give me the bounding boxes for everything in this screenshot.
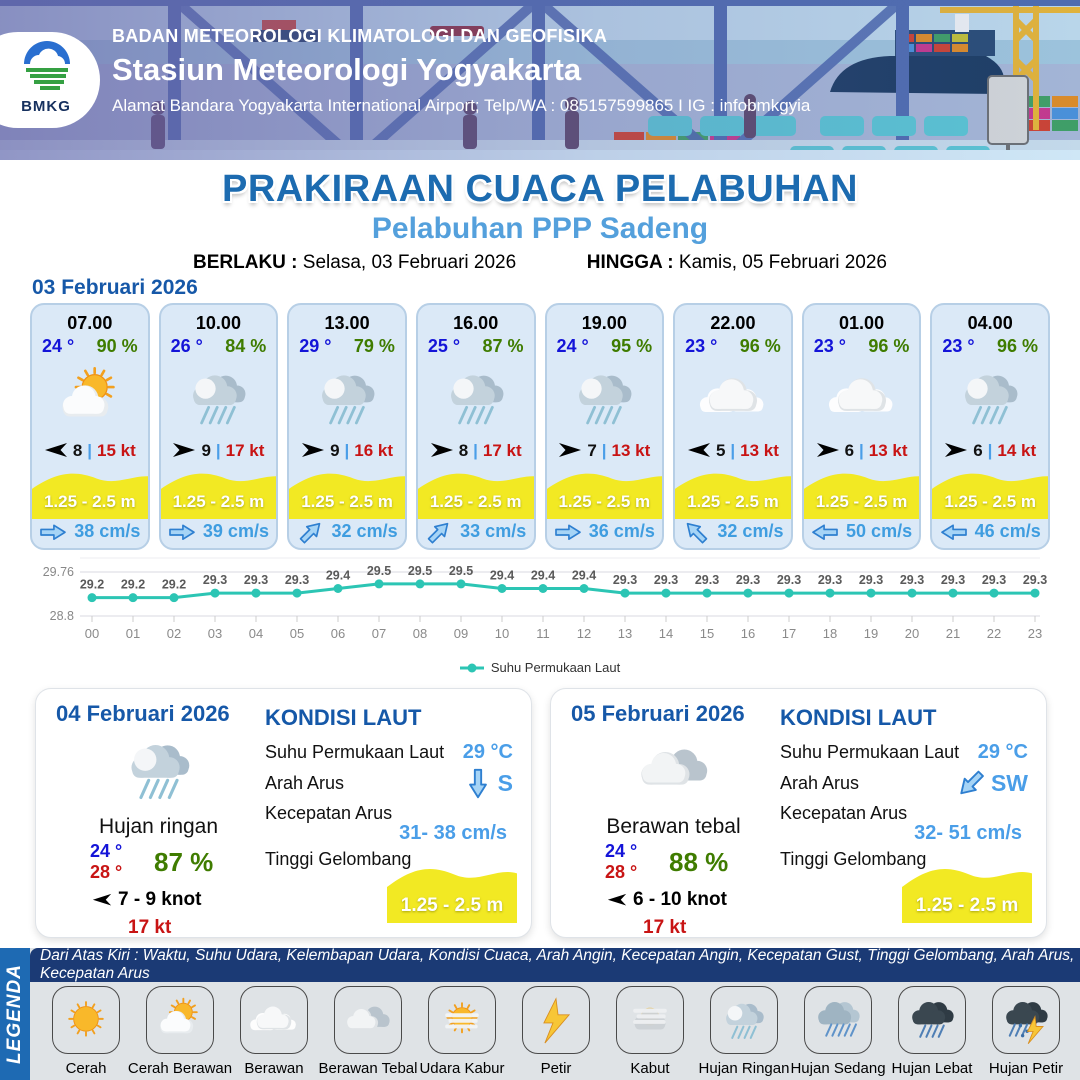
legend-item-hujan-lebat (886, 986, 978, 1077)
wave-label: Tinggi Gelombang (265, 849, 412, 869)
humidity: 96 % (868, 336, 910, 356)
wave-height: 1.25 - 2.5 m (301, 491, 393, 511)
legend-title: LEGENDA (4, 964, 25, 1064)
svg-text:29.2: 29.2 (79, 577, 105, 592)
current-direction-arrow-right (168, 523, 196, 541)
bmkg-emblem-icon (18, 38, 76, 100)
legend-item-label: Hujan Ringan (698, 1060, 790, 1077)
day-wind-gust: 17 kt (128, 917, 172, 938)
current-speed-label: Kecepatan Arus (265, 803, 393, 823)
weather-icon-udara-kabur (434, 992, 490, 1048)
wave-height: 1.25 - 2.5 m (558, 491, 651, 511)
legend-item-label: Berawan (244, 1060, 304, 1077)
wind-speed: 5 (715, 440, 726, 460)
hourly-forecast-row (30, 303, 1050, 550)
legend-item-hujan-sedang (792, 986, 884, 1077)
legend-icon-box (616, 986, 684, 1054)
wave-height: 1.25 - 2.5 m (429, 491, 522, 511)
svg-text:29.3: 29.3 (284, 573, 310, 588)
current-dir-label: Arah Arus (780, 773, 860, 793)
day-card-0 (35, 688, 532, 938)
wind-gust: 14 kt (997, 440, 1037, 460)
legend-item-label: Cerah Berawan (127, 1060, 233, 1077)
humidity: 84 % (225, 336, 267, 356)
weather-icon-berawan-tebal (631, 727, 717, 813)
temp-max: 28 ° (90, 862, 123, 882)
legend-item-petir (510, 986, 602, 1077)
svg-text:29.2: 29.2 (120, 577, 146, 592)
forecast-card-19.00: 19.00 24 ° 95 % 7 | 13 kt 1.25 - 2.5 m 36 cm/s (545, 303, 665, 550)
wave-height: 1.25 - 2.5 m (815, 491, 908, 511)
air-temperature: 23 ° (685, 336, 718, 356)
wave-height-band (289, 467, 405, 516)
legend-item-label: Berawan Tebal (318, 1060, 418, 1077)
svg-text:29.4: 29.4 (325, 568, 351, 583)
svg-text:29.3: 29.3 (899, 573, 925, 588)
air-temperature: 25 ° (427, 336, 461, 356)
current-direction-arrow-left (940, 523, 968, 541)
legend-item-hujan-ringan (698, 986, 790, 1077)
air-temperature: 24 ° (42, 336, 75, 356)
wind-speed: 6 (844, 440, 855, 460)
wind-direction-dart-left (44, 442, 68, 458)
svg-text:29.3: 29.3 (694, 573, 720, 588)
air-temperature: 24 ° (556, 336, 589, 356)
forecast-time: 10.00 (195, 313, 241, 333)
wind-speed: 9 (201, 440, 211, 460)
current-dir-label: Arah Arus (265, 773, 345, 793)
day-wave-band (902, 861, 1032, 923)
wind-speed: 6 (973, 440, 983, 460)
weather-icon-berawan (823, 359, 901, 437)
weather-icon-hujan-ringan (308, 359, 386, 437)
weather-icon-hujan-ringan (565, 359, 643, 437)
day-wave-band (387, 861, 517, 923)
day-wind-range: 7 - 9 knot (118, 889, 202, 910)
legend-section (0, 948, 1080, 1080)
day-date: 05 Februari 2026 (571, 701, 745, 726)
forecast-time: 04.00 (967, 313, 1013, 333)
wave-height-band (932, 467, 1048, 516)
current-direction-arrow-up-right (294, 516, 327, 549)
weather-icon-berawan (246, 992, 302, 1048)
chart-legend (0, 660, 1080, 675)
svg-text:29.3: 29.3 (202, 573, 228, 588)
wind-direction-dart-left (92, 893, 112, 906)
svg-text:29.3: 29.3 (1022, 573, 1048, 588)
current-speed: 39 cm/s (202, 521, 269, 542)
chart-series-name: Suhu Permukaan Laut (490, 660, 621, 675)
sst-chart (30, 556, 1050, 657)
legend-item-kabut (604, 986, 696, 1077)
svg-text:16: 16 (740, 626, 756, 641)
legend-icon-box (240, 986, 308, 1054)
svg-text:23: 23 (1027, 626, 1043, 641)
sst-label: Suhu Permukaan Laut (780, 742, 960, 762)
weather-icon-berawan-tebal (340, 992, 396, 1048)
page-subtitle: Pelabuhan PPP Sadeng (371, 212, 709, 245)
svg-text:29.5: 29.5 (366, 563, 392, 578)
wind-direction-dart-right (816, 442, 840, 458)
weather-icon-hujan-ringan (116, 727, 202, 813)
svg-text:29.3: 29.3 (817, 573, 843, 588)
wave-height: 1.25 - 2.5 m (172, 491, 265, 511)
current-speed-label: Kecepatan Arus (780, 803, 908, 823)
weather-icon-petir (528, 992, 584, 1048)
forecast-time: 19.00 (581, 313, 627, 333)
svg-text:10: 10 (494, 626, 510, 641)
day-wave-value: 1.25 - 2.5 m (915, 895, 1019, 916)
day-humidity: 87 % (154, 846, 214, 877)
header-banner (0, 0, 1080, 160)
legend-item-label: Cerah (65, 1060, 107, 1077)
current-dir-value: SW (990, 770, 1028, 796)
berlaku-value: Selasa, 03 Februari 2026 (302, 252, 517, 273)
legend-icon-box (898, 986, 966, 1054)
wind-gust: 15 kt (97, 440, 136, 460)
hingga-value: Kamis, 05 Februari 2026 (678, 252, 887, 273)
sea-condition-title: KONDISI LAUT (265, 705, 422, 730)
svg-text:28.8: 28.8 (49, 609, 74, 623)
wave-height: 1.25 - 2.5 m (944, 491, 1037, 511)
svg-text:18: 18 (822, 626, 838, 641)
weather-icon-cerah-berawan (152, 992, 208, 1048)
weather-icon-hujan-ringan (951, 359, 1029, 437)
weather-icon-kabut (622, 992, 678, 1048)
svg-text:09: 09 (453, 626, 469, 641)
forecast-card-16.00: 16.00 25 ° 87 % 8 | 17 kt 1.25 - 2.5 m 33 cm/s (416, 303, 536, 550)
day-date: 04 Februari 2026 (56, 701, 230, 726)
wave-height-band (32, 467, 148, 516)
weather-icon-hujan-ringan (716, 992, 772, 1048)
current-speed-value: 31- 38 cm/s (399, 822, 507, 844)
svg-text:21: 21 (945, 626, 961, 641)
svg-text:22: 22 (986, 626, 1002, 641)
svg-text:08: 08 (412, 626, 428, 641)
current-speed: 32 cm/s (717, 521, 784, 542)
humidity: 96 % (996, 336, 1038, 356)
wind-gust: 17 kt (225, 440, 265, 460)
svg-text:29.3: 29.3 (858, 573, 884, 588)
current-direction-arrow-down (467, 767, 488, 799)
validity-period (0, 252, 1080, 274)
legend-icon-box (992, 986, 1060, 1054)
legend-item-udara-kabur (416, 986, 508, 1077)
sst-value: 29 °C (977, 741, 1028, 763)
svg-text:29.3: 29.3 (243, 573, 269, 588)
station-name: Stasiun Meteorologi Yogyakarta (112, 52, 582, 87)
day-humidity: 88 % (669, 846, 729, 877)
weather-icon-cerah (58, 992, 114, 1048)
current-speed: 36 cm/s (588, 521, 655, 542)
bmkg-logo (0, 32, 100, 128)
legend-icon-box (804, 986, 872, 1054)
legend-item-label: Hujan Lebat (891, 1060, 973, 1077)
svg-text:05: 05 (289, 626, 305, 641)
wind-gust: 13 kt (740, 440, 779, 460)
wave-height-band (161, 467, 277, 516)
forecast-card-04.00: 04.00 23 ° 96 % 6 | 14 kt 1.25 - 2.5 m 46 cm/s (930, 303, 1050, 550)
current-direction-arrow-down-left (952, 765, 990, 803)
wave-height-band (675, 467, 791, 516)
current-speed: 32 cm/s (331, 521, 398, 542)
svg-text:03: 03 (207, 626, 223, 641)
humidity: 95 % (611, 336, 653, 356)
forecast-time: 22.00 (710, 313, 756, 333)
wind-direction-dart-left (607, 893, 627, 906)
forecast-time: 16.00 (453, 313, 499, 333)
legend-description-bar (30, 948, 1080, 982)
forecast-card-13.00: 13.00 29 ° 79 % 9 | 16 kt 1.25 - 2.5 m 32 cm/s (287, 303, 407, 550)
sst-label: Suhu Permukaan Laut (265, 742, 445, 762)
legend-icon-box (52, 986, 120, 1054)
wind-speed: 7 (587, 440, 597, 460)
humidity: 87 % (482, 336, 524, 356)
wave-height: 1.25 - 2.5 m (43, 491, 136, 511)
forecast-card-10.00: 10.00 26 ° 84 % 9 | 17 kt 1.25 - 2.5 m 39 cm/s (159, 303, 279, 550)
svg-text:15: 15 (699, 626, 715, 641)
legend-item-label: Petir (540, 1060, 572, 1077)
svg-text:29.3: 29.3 (981, 573, 1007, 588)
svg-text:29.5: 29.5 (448, 563, 474, 578)
svg-text:02: 02 (166, 626, 182, 641)
svg-text:07: 07 (371, 626, 387, 641)
legend-item-label: Hujan Sedang (790, 1060, 886, 1077)
weather-icon-hujan-ringan (437, 359, 515, 437)
org-name: BADAN METEOROLOGI KLIMATOLOGI DAN GEOFISIKA (112, 26, 608, 46)
forecast-date: 03 Februari 2026 (32, 276, 198, 299)
legend-icon-box (334, 986, 402, 1054)
wind-direction-dart-right (301, 442, 325, 458)
forecast-time: 13.00 (324, 313, 370, 333)
svg-text:29.5: 29.5 (407, 563, 433, 578)
legend-title-strip (0, 948, 30, 1080)
wind-direction-dart-right (558, 442, 582, 458)
wind-gust: 17 kt (482, 440, 522, 460)
wind-direction-dart-right (944, 442, 968, 458)
day-wind-range: 6 - 10 knot (633, 889, 727, 910)
legend-item-label: Udara Kabur (419, 1060, 505, 1077)
forecast-card-07.00: 07.00 24 ° 90 % 8 | 15 kt 1.25 - 2.5 m 38 cm/s (30, 303, 150, 550)
current-speed-value: 32- 51 cm/s (914, 822, 1022, 844)
svg-text:13: 13 (617, 626, 633, 641)
air-temperature: 26 ° (170, 336, 203, 356)
svg-text:00: 00 (84, 626, 100, 641)
svg-text:29.3: 29.3 (612, 573, 638, 588)
humidity: 79 % (353, 336, 395, 356)
svg-text:01: 01 (125, 626, 141, 641)
svg-text:11: 11 (536, 626, 550, 641)
svg-text:04: 04 (248, 626, 264, 641)
humidity: 96 % (739, 336, 781, 356)
legend-item-cerah (40, 986, 132, 1077)
wind-gust: 13 kt (611, 440, 651, 460)
svg-text:29.4: 29.4 (571, 568, 597, 583)
wave-height-band (804, 467, 920, 516)
day-condition: Hujan ringan (98, 815, 219, 838)
current-speed: 46 cm/s (974, 521, 1041, 542)
hingga-label: HINGGA : (586, 252, 674, 273)
current-dir-value: S (497, 770, 513, 796)
legend-icon-box (710, 986, 778, 1054)
svg-text:17: 17 (781, 626, 797, 641)
wind-gust: 13 kt (868, 440, 908, 460)
humidity: 90 % (96, 336, 138, 356)
wind-direction-dart-right (430, 442, 454, 458)
wind-speed: 9 (330, 440, 340, 460)
weather-icon-berawan (694, 359, 772, 437)
wave-height-band (418, 467, 534, 516)
current-speed: 33 cm/s (460, 521, 527, 542)
wind-gust: 16 kt (354, 440, 394, 460)
legend-icon-box (522, 986, 590, 1054)
legend-icon-box (428, 986, 496, 1054)
forecast-time: 07.00 (67, 313, 113, 333)
day-card-1 (550, 688, 1047, 938)
legend-item-hujan-petir (980, 986, 1072, 1077)
svg-text:29.3: 29.3 (653, 573, 679, 588)
wind-speed: 8 (72, 440, 83, 460)
current-direction-arrow-right (554, 523, 582, 541)
weather-icon-hujan-petir (998, 992, 1054, 1048)
wave-label: Tinggi Gelombang (780, 849, 927, 869)
legend-item-cerah-berawan (127, 986, 233, 1077)
sst-value: 29 °C (462, 741, 513, 763)
svg-text:29.76: 29.76 (42, 565, 74, 579)
temp-min: 24 ° (605, 841, 638, 861)
weather-icon-hujan-lebat (904, 992, 960, 1048)
svg-text:29.4: 29.4 (489, 568, 515, 583)
svg-text:29.3: 29.3 (940, 573, 966, 588)
wave-height-band (547, 467, 663, 516)
wind-speed: 8 (458, 440, 469, 460)
air-temperature: 23 ° (813, 336, 846, 356)
legend-item-label: Kabut (630, 1060, 670, 1077)
forecast-card-01.00: 01.00 23 ° 96 % 6 | 13 kt 1.25 - 2.5 m 50 cm/s (802, 303, 922, 550)
current-direction-arrow-left (811, 523, 839, 541)
current-direction-arrow-up-right (423, 516, 456, 549)
legend-item-label: Hujan Petir (988, 1060, 1064, 1077)
legend-items (40, 986, 1072, 1077)
svg-text:29.3: 29.3 (776, 573, 802, 588)
weather-icon-cerah-berawan (51, 359, 129, 437)
svg-text:19: 19 (863, 626, 879, 641)
wind-direction-dart-right (172, 442, 196, 458)
legend-item-berawan-tebal (318, 986, 418, 1077)
wave-height: 1.25 - 2.5 m (687, 491, 779, 511)
svg-text:14: 14 (658, 626, 674, 641)
station-address: Alamat Bandara Yogyakarta International Airport; Telp/WA : 085157599865 I IG : infobmkgyia (112, 96, 811, 115)
sea-condition-title: KONDISI LAUT (780, 705, 937, 730)
wind-direction-dart-left (687, 442, 711, 458)
legend-description: Dari Atas Kiri : Waktu, Suhu Udara, Kelembapan Udara, Kondisi Cuaca, Arah Angin, Kecepatan Angin, Kecepatan Gust, Tinggi Gelombang, Arah Arus, Kecepatan Arus (40, 947, 1075, 982)
forecast-time: 01.00 (839, 313, 885, 333)
svg-text:20: 20 (904, 626, 920, 641)
svg-text:29.2: 29.2 (161, 577, 187, 592)
current-direction-arrow-right (39, 523, 67, 541)
day-wind-gust: 17 kt (643, 917, 687, 938)
berlaku-label: BERLAKU : (193, 252, 298, 273)
svg-text:29.3: 29.3 (735, 573, 761, 588)
air-temperature: 29 ° (299, 336, 332, 356)
legend-marker-icon (460, 663, 484, 673)
legend-item-berawan (228, 986, 320, 1077)
air-temperature: 23 ° (942, 336, 975, 356)
current-speed: 50 cm/s (846, 521, 913, 542)
legend-icon-box (146, 986, 214, 1054)
weather-icon-hujan-ringan (179, 359, 257, 437)
day-condition: Berawan tebal (606, 815, 741, 838)
day-wave-value: 1.25 - 2.5 m (400, 895, 504, 916)
daily-forecast-row (35, 688, 1047, 938)
svg-text:06: 06 (330, 626, 346, 641)
svg-text:29.4: 29.4 (530, 568, 556, 583)
temp-min: 24 ° (90, 841, 123, 861)
weather-icon-hujan-sedang (810, 992, 866, 1048)
svg-text:12: 12 (576, 626, 592, 641)
current-direction-arrow-up-left (680, 516, 713, 549)
current-speed: 38 cm/s (74, 521, 141, 542)
temp-max: 28 ° (605, 862, 638, 882)
bmkg-logo-text: BMKG (21, 98, 71, 115)
forecast-card-22.00: 22.00 23 ° 96 % 5 | 13 kt 1.25 - 2.5 m 32 cm/s (673, 303, 793, 550)
page-title: PRAKIRAAN CUACA PELABUHAN (222, 168, 858, 210)
